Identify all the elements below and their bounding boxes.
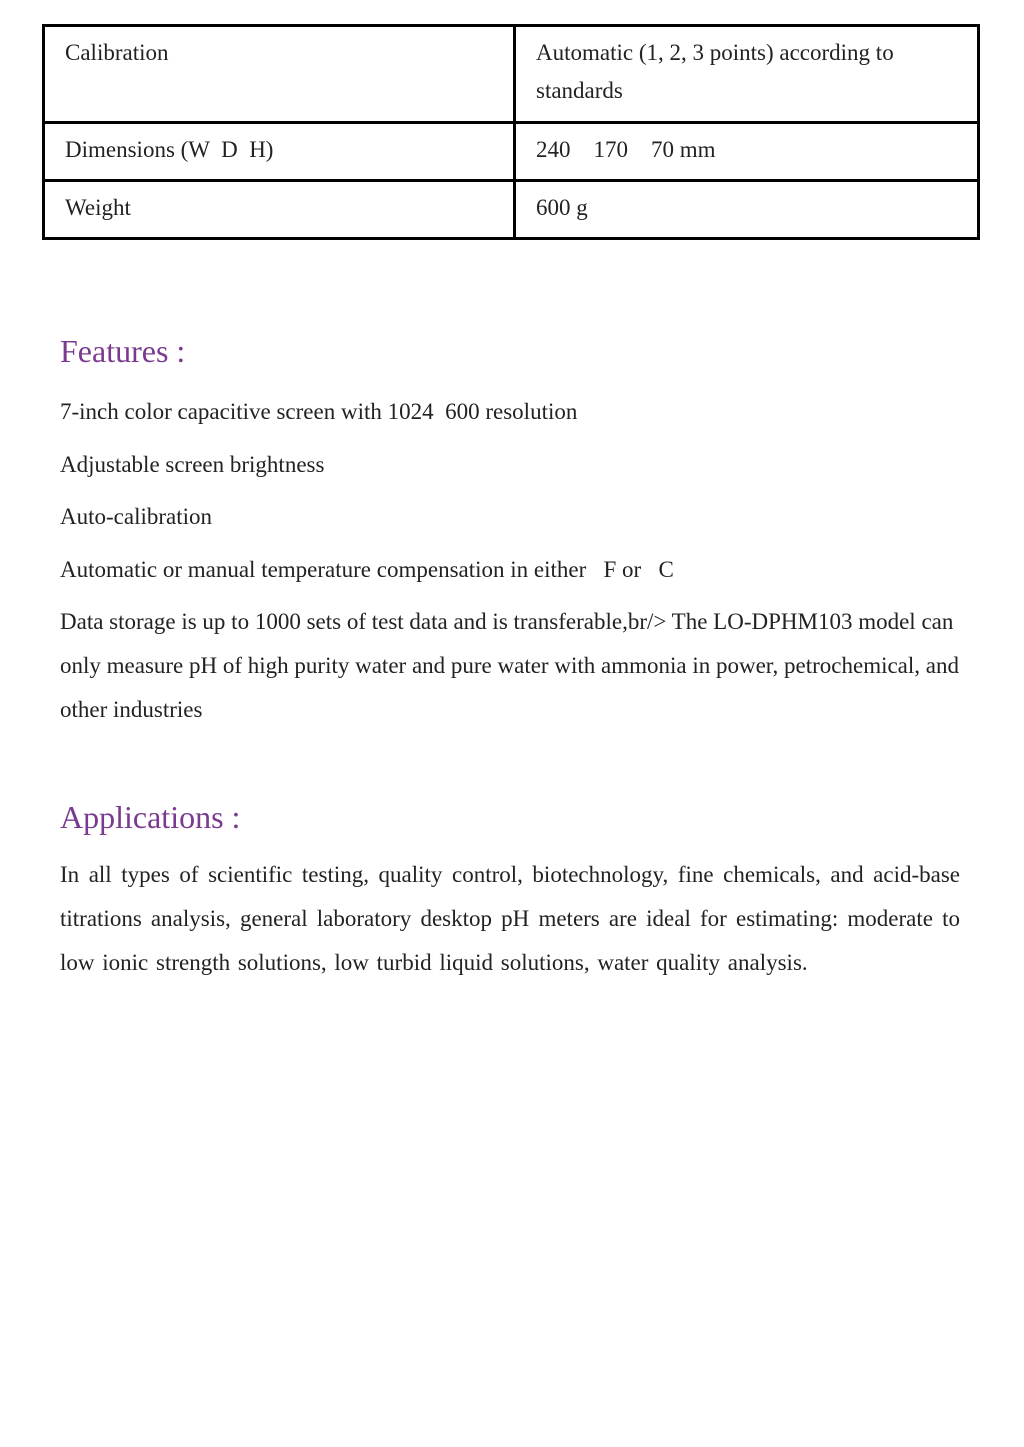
spec-value-weight: 600 g <box>515 181 979 239</box>
spec-value-calibration: Automatic (1, 2, 3 points) according to standards <box>515 26 979 123</box>
specifications-table <box>42 24 980 240</box>
spec-value-dimensions: 240 170 70 mm <box>515 123 979 181</box>
table-row <box>44 26 979 123</box>
list-item: 7-inch color capacitive screen with 1024 600 resolution <box>60 399 578 424</box>
list-item: Automatic or manual temperature compensation in either F or C <box>60 556 674 582</box>
spec-label-weight: Weight <box>44 181 515 239</box>
table-row <box>44 181 979 239</box>
list-item: Data storage is up to 1000 sets of test data and is transferable,br/> The LO-DPHM103 model can only measure pH of high purity water and pure water with ammonia in power, petrochemical, and other industries <box>60 609 959 722</box>
list-item: Auto-calibration <box>60 504 213 529</box>
features-list <box>60 390 960 741</box>
features-heading: Features : <box>60 333 186 369</box>
spec-label-calibration: Calibration <box>44 26 515 123</box>
spec-label-dimensions: Dimensions (W D H) <box>44 123 515 181</box>
table-row <box>44 123 979 181</box>
applications-paragraph: In all types of scientific testing, quality control, biotechnology, fine chemicals, and acid-base titrations analysis, general laboratory desktop pH meters are ideal for estimating: moderate to low ionic strength solutions, low turbid liquid solutions, water quality analysis. <box>60 862 960 975</box>
applications-heading: Applications : <box>60 799 241 835</box>
list-item: Adjustable screen brightness <box>60 451 325 477</box>
